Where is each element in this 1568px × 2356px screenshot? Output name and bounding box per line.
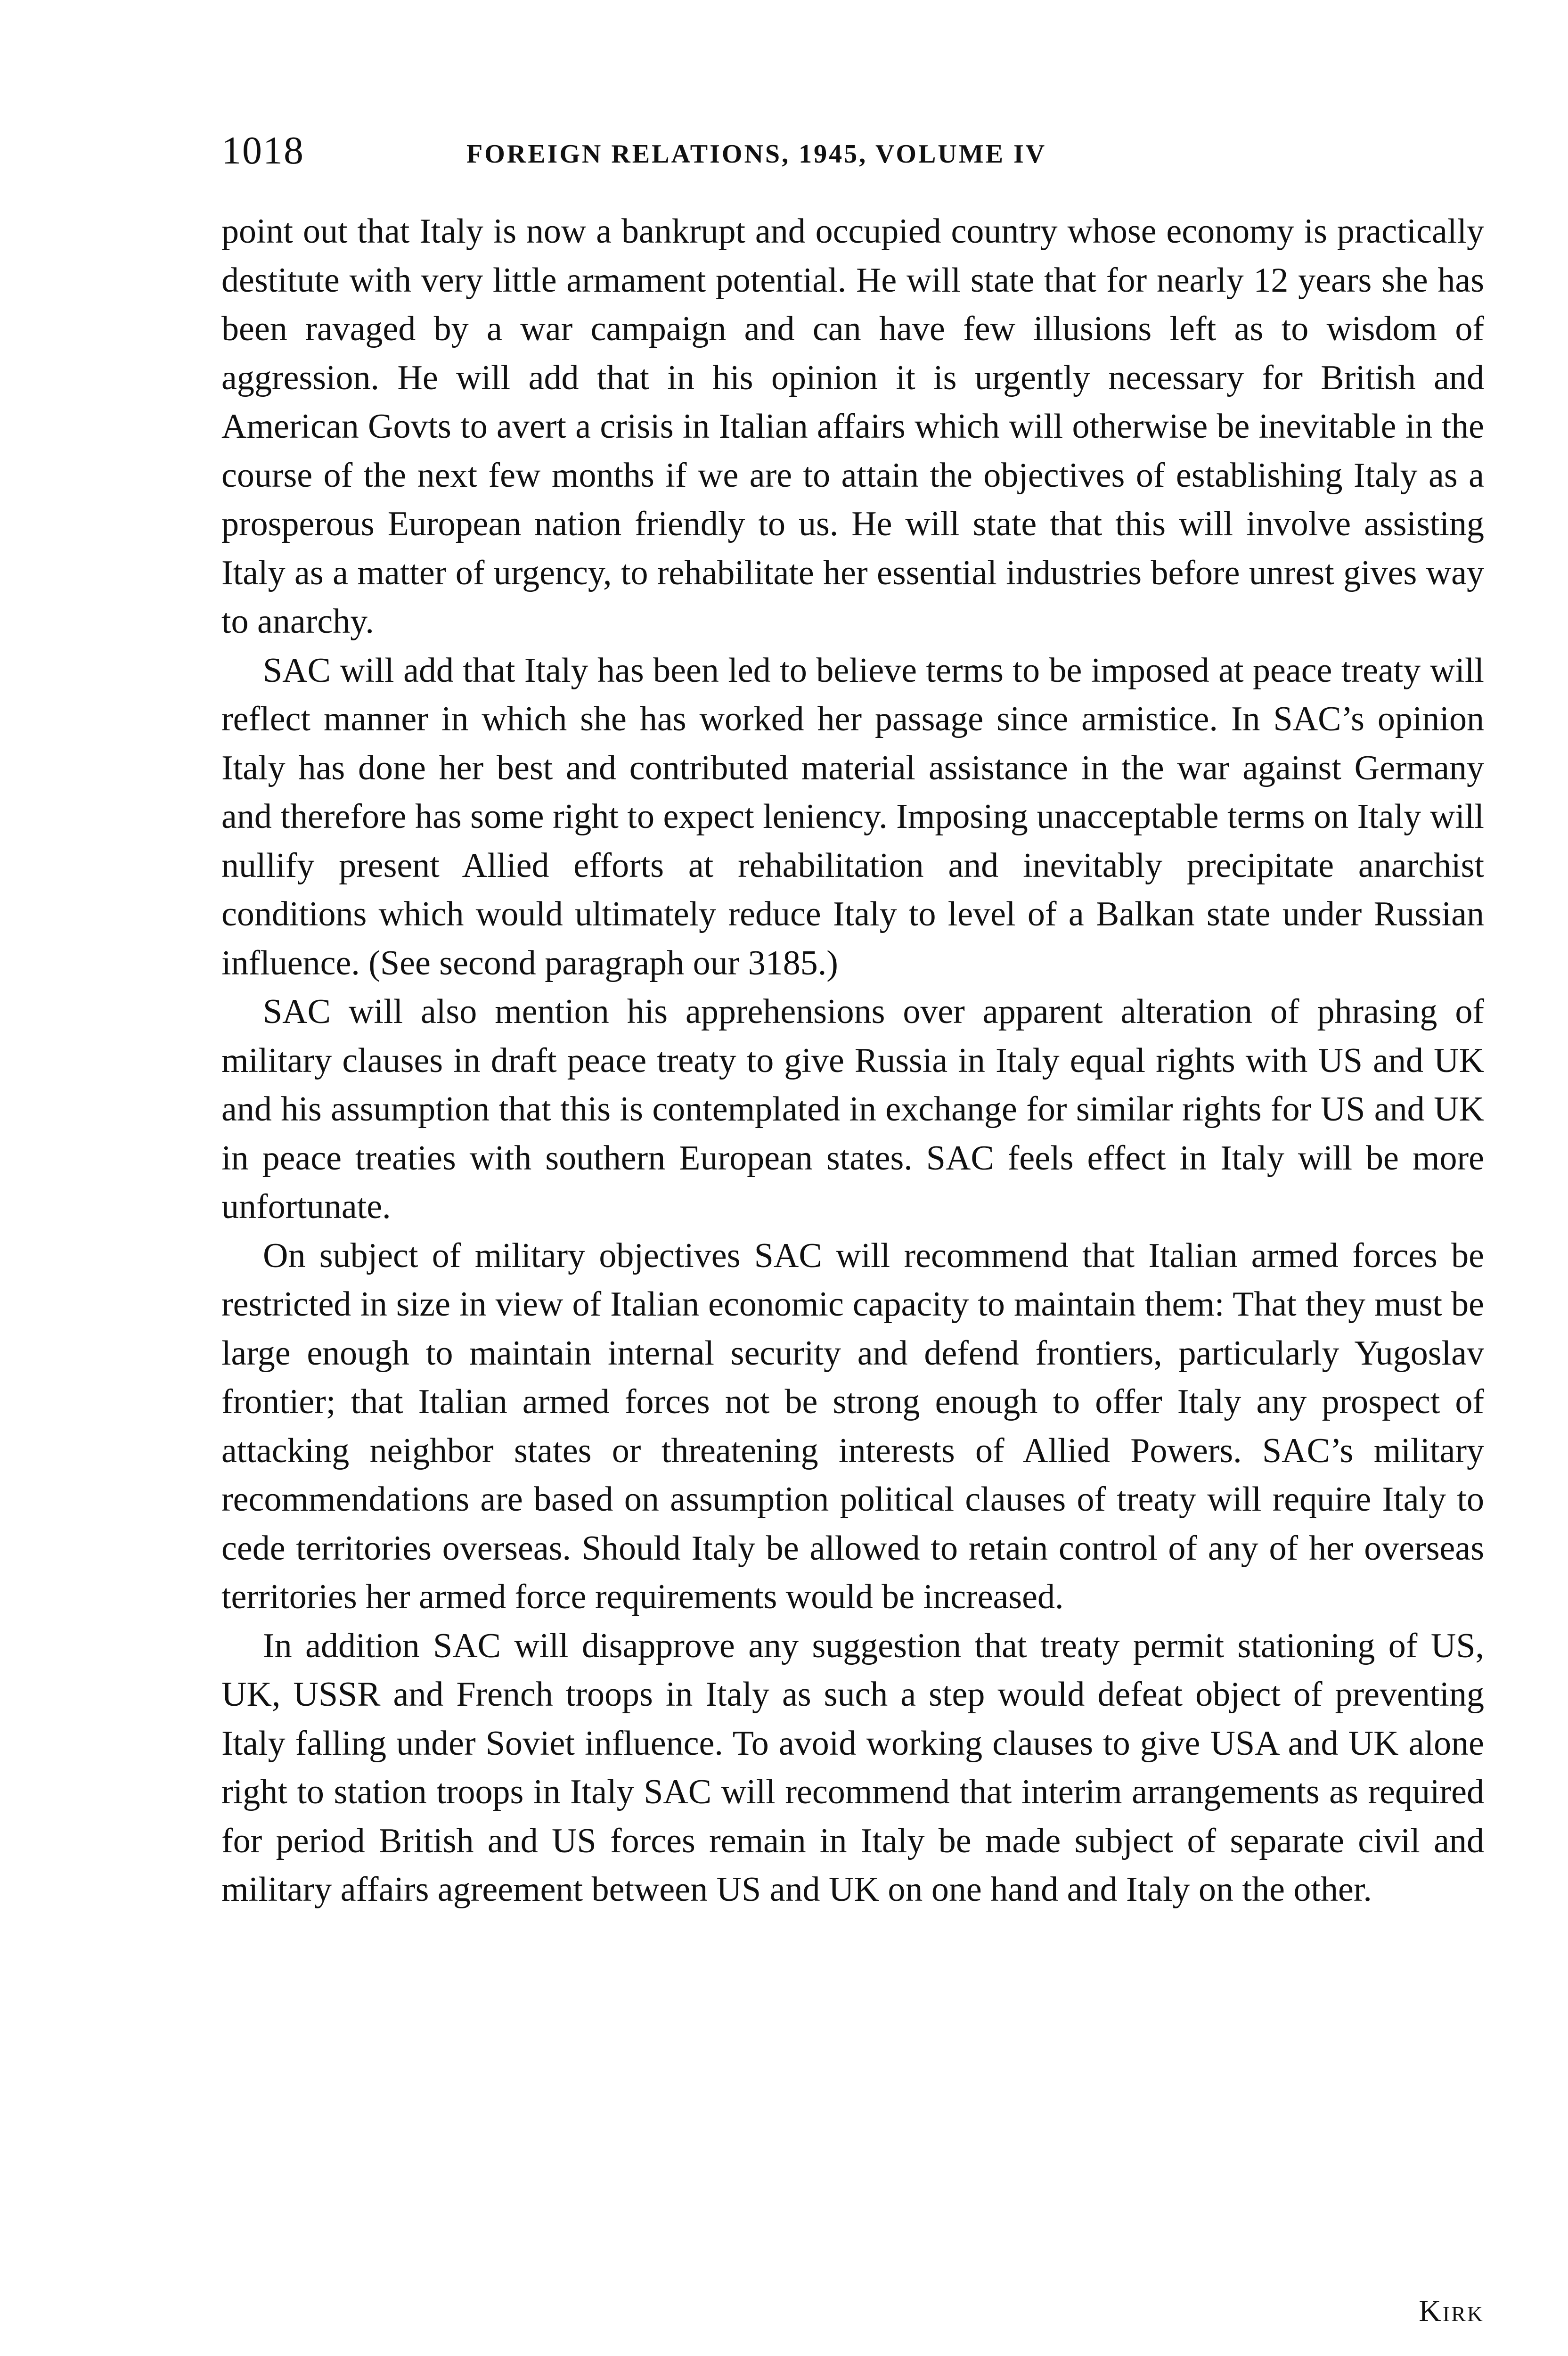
- paragraph-military-objectives: On subject of military objectives SAC will recommend that Italian armed forces be restricted in size in view of Italian economic capacity to maintain them: That they must be large enough to maintain internal security and defend frontiers, particularly Yugoslav frontier; that Italian armed forces not be strong enough to offer Italy any prospect of attacking neighbor states or threatening interests of Allied Powers. SAC’s military recommendations are based on assumption political clauses of treaty will require Italy to cede territories overseas. Should Italy be allowed to retain control of any of her overseas territories her armed force requirements would be increased.: [221, 1236, 1484, 1616]
- page-number: 1018: [221, 129, 304, 172]
- signature: Kirk: [1419, 2294, 1484, 2328]
- running-head: FOREIGN RELATIONS, 1945, VOLUME IV: [466, 139, 1047, 169]
- body-text: [221, 207, 1484, 1914]
- paragraph-sac-terms: SAC will add that Italy has been led to believe terms to be imposed at peace treaty will reflect manner in which she has worked her passage since armistice. In SAC’s opinion Italy has done her best and contributed material assistance in the war against Germany and therefore has some right to expect leniency. Imposing unacceptable terms on Italy will nullify present Allied efforts at rehabilitation and inevitably precipitate anarchist conditions which would ultimately reduce Italy to level of a Balkan state under Russian influence. (See second paragraph our 3185.): [221, 651, 1484, 982]
- paragraph-continued: point out that Italy is now a bankrupt and occupied country whose economy is practically destitute with very little armament potential. He will state that for nearly 12 years she has been ravaged by a war campaign and can have few illusions left as to wisdom of aggression. He will add that in his opinion it is urgently necessary for British and American Govts to avert a crisis in Italian affairs which will otherwise be inevitable in the course of the next few months if we are to attain the objectives of establishing Italy as a prosperous European nation friendly to us. He will state that this will involve assisting Italy as a matter of urgency, to rehabilitate her essential industries before unrest gives way to anarchy.: [221, 212, 1484, 641]
- paragraph-military-clauses: SAC will also mention his apprehensions over apparent alteration of phrasing of military clauses in draft peace treaty to give Russia in Italy equal rights with US and UK and his assumption that this is contemplated in exchange for similar rights for US and UK in peace treaties with southern European states. SAC feels effect in Italy will be more unfortunate.: [221, 992, 1484, 1226]
- paragraph-troop-stationing: In addition SAC will disapprove any suggestion that treaty permit stationing of US, UK, USSR and French troops in Italy as such a step would defeat object of preventing Italy falling under Soviet influence. To avoid working clauses to give USA and UK alone right to station troops in Italy SAC will recommend that interim arrangements as required for period British and US forces remain in Italy be made subject of separate civil and military affairs agreement between US and UK on one hand and Italy on the other.: [221, 1626, 1484, 1909]
- page-header: [221, 127, 1484, 179]
